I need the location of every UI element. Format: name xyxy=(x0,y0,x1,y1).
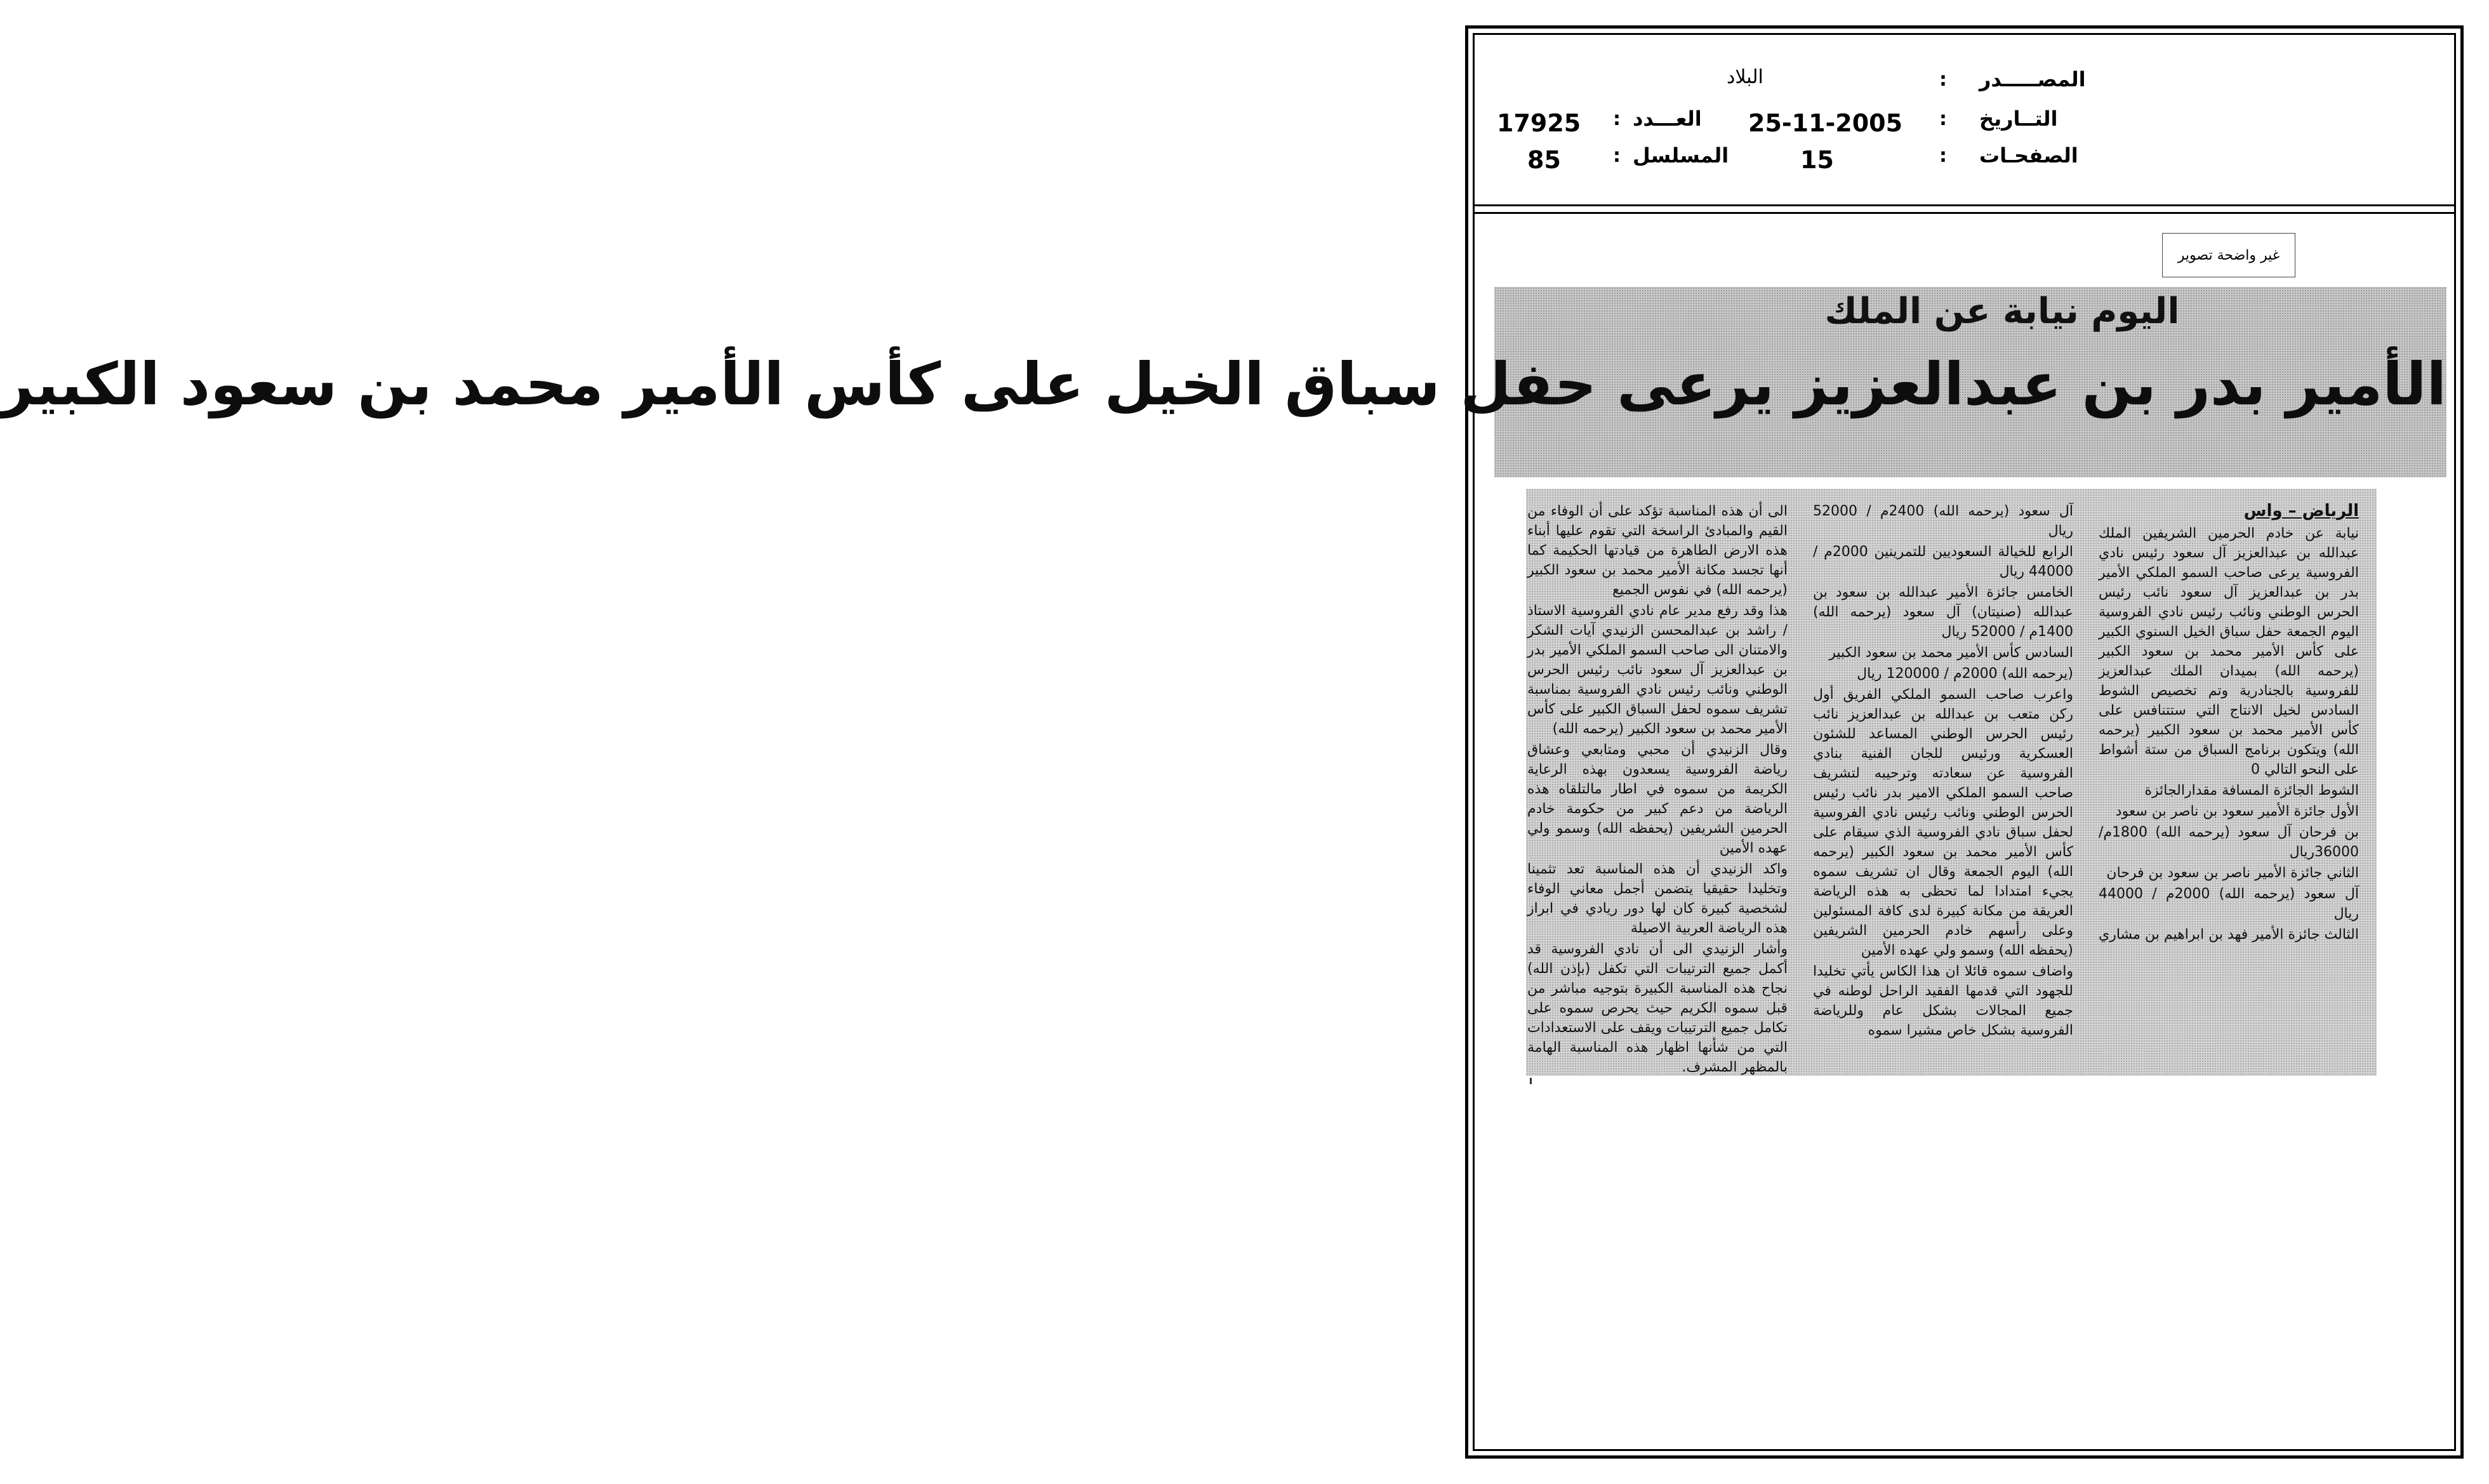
paragraph: الرابع للخيالة السعوديين للتمرينين 2000م / 44000 ريال xyxy=(1813,544,2073,580)
pages-value: 15 xyxy=(1800,146,1834,174)
paragraph: الخامس جائزة الأمير عبدالله بن سعود بن عبدالله (صنيتان) آل سعود (يرحمه الله) 1400م / 52000 ريال xyxy=(1813,585,2073,640)
source-colon: : xyxy=(1939,69,1947,91)
paragraph: واضاف سموه قائلا ان هذا الكاس يأتي تخليدا للجهود التي قدمها الفقيد الراحل لوطنه في جميع المجالات بشكل عام وللرياضة الفروسية بشكل خاص مشيرا سموه xyxy=(1813,964,2073,1038)
paragraph: آل سعود (يرحمه الله) 2000م / 44000 ريال xyxy=(2099,886,2359,922)
article-column-3 xyxy=(1527,501,1788,1078)
paragraph: هذا وقد رفع مدير عام نادي الفروسية الاستاذ / راشد بن عبدالمحسن الزنيدي آيات الشكر والامتنان الى صاحب السمو الملكي الأمير بدر بن عبدالعزيز آل سعود نائب رئيس الحرس الوطني ونائب رئيس نادي الفروسية بمناسبة تشريف سموه لحفل السباق الكبير على كأس الأمير محمد بن سعود الكبير (يرحمه الله) xyxy=(1527,603,1788,737)
issue-label: العـــدد xyxy=(1633,107,1702,131)
paragraph: بن فرحان آل سعود (يرحمه الله) 1800م/ 36000ريال xyxy=(2099,825,2359,860)
date-colon: : xyxy=(1939,108,1947,130)
source-value: البلاد xyxy=(1727,66,1763,88)
article-column-2 xyxy=(1813,501,2073,1042)
header-divider-bottom xyxy=(1473,212,2456,214)
issue-value: 17925 xyxy=(1497,109,1581,137)
headline-kicker: اليوم نيابة عن الملك xyxy=(1824,291,2180,332)
paragraph: الشوط الجائزة المسافة مقدارالجائزة xyxy=(2144,783,2359,798)
header-divider-top xyxy=(1473,204,2456,206)
serial-colon: : xyxy=(1613,145,1621,167)
article-byline: الرياض – واس xyxy=(2243,501,2359,520)
paragraph: الثالث جائزة الأمير فهد بن ابراهيم بن مشاري xyxy=(2099,927,2359,943)
scan-mark xyxy=(1530,1078,1532,1084)
clipping-headline xyxy=(0,287,2446,477)
date-label: التــاريخ xyxy=(1979,107,2058,131)
date-value: 25-11-2005 xyxy=(1748,109,1903,137)
issue-colon: : xyxy=(1613,108,1621,130)
serial-label: المسلسل xyxy=(1633,143,1729,168)
paragraph: نيابة عن خادم الحرمين الشريفين الملك عبدالله بن عبدالعزيز آل سعود رئيس نادي الفروسية يرعى صاحب السمو الملكي الأمير بدر بن عبدالعزيز آل سعود نائب رئيس الحرس الوطني ونائب رئيس نادي الفروسية اليوم الجمعة حفل سباق الخيل السنوي الكبير على كأس الأمير محمد بن سعود الكبير (يرحمه الله) بميدان الملك عبدالعزيز للفروسية بالجنادرية وتم تخصيص الشوط السادس لخيل الانتاج التي ستتنافس على كأس الأمير محمد بن سعود الكبير (يرحمه الله) ويتكون برنامج السباق من ستة أشواط على النحو التالي 0 xyxy=(2099,526,2359,778)
paragraph: واعرب صاحب السمو الملكي الفريق أول ركن متعب بن عبدالله بن عبدالعزيز نائب رئيس الحرس الوطني المساعد للشئون العسكرية ورئيس للجان الفنية بنادي الفروسية عن سعادته وترحيبه لتشريف صاحب السمو الملكي الامير بدر نائب رئيس الحرس الوطني ونائب رئيس نادي الفروسية لحفل سباق نادي الفروسية الذي سيقام على كأس الأمير محمد بن سعود الكبير (يرحمه الله) اليوم الجمعة وقال ان تشريف سموه يجيء امتدادا لما تحظى به هذه الرياضة العريقة من مكانة كبيرة لدى كافة المسئولين وعلى رأسهم خادم الحرمين الشريفين (يحفظه الله) وسمو ولي عهده الأمين xyxy=(1813,687,2073,958)
paragraph: وأشار الزنيدي الى أن نادي الفروسية قد أكمل جميع الترتيبات التي تكفل (بإذن الله) نجاح هذه المناسبة الكبيرة بتوجيه مباشر من قبل سموه الكريم حيث يحرص سموه على تكامل جميع الترتيبات ويقف على الاستعدادات التي من شأنها اظهار هذه المناسبة الهامة بالمظهر المشرف. xyxy=(1527,941,1788,1075)
paragraph: الأول جائزة الأمير سعود بن ناصر بن سعود xyxy=(2115,804,2359,819)
pages-label: الصفحـات xyxy=(1979,143,2078,168)
paragraph: واكد الزنيدي أن هذه المناسبة تعد تثمينا وتخليدا حقيقيا يتضمن أجمل معاني الوفاء لشخصية كبيرة كان لها دور ريادي في ابراز هذه الرياضة العربية الاصيلة xyxy=(1527,861,1788,936)
headline-title: الأمير بدر بن عبدالعزيز يرعى حفل سباق الخيل على كأس الأمير محمد بن سعود الكبير xyxy=(0,350,2446,418)
paragraph: السادس كأس الأمير محمد بن سعود الكبير xyxy=(1829,645,2073,661)
pages-colon: : xyxy=(1939,145,1947,167)
article-column-1 xyxy=(2099,501,2359,946)
paragraph: (يرحمه الله) 2000م / 120000 ريال xyxy=(1857,666,2073,682)
serial-value: 85 xyxy=(1527,146,1561,174)
clipping-article xyxy=(1526,489,2377,1076)
paragraph: وقال الزنيدي أن محبي ومتابعي وعشاق رياضة الفروسية يسعدون بهذه الرعاية الكريمة من سموه في اطار مالتلقاه هذه الرياضة من دعم كبير من حكومة خادم الحرمين الشريفين (يحفظه الله) وسمو ولي عهده الأمين xyxy=(1527,742,1788,856)
paragraph: الثاني جائزة الأمير ناصر بن سعود بن فرحان xyxy=(2106,865,2359,881)
source-label: المصـــــدر xyxy=(1979,67,2086,91)
paragraph: الى أن هذه المناسبة تؤكد على أن الوفاء من القيم والمبادئ الراسخة التي تقوم عليها أبناء هذه الارض الطاهرة من قيادتها الحكيمة كما أنها تجسد مكانة الأمير محمد بن سعود الكبير (يرحمه الله) في نفوس الجميع xyxy=(1527,503,1788,598)
stamp-text: غير واضحة تصوير xyxy=(2177,247,2280,263)
paragraph: آل سعود (يرحمه الله) 2400م / 52000 ريال xyxy=(1813,503,2073,539)
unclear-copy-stamp xyxy=(2162,233,2295,277)
